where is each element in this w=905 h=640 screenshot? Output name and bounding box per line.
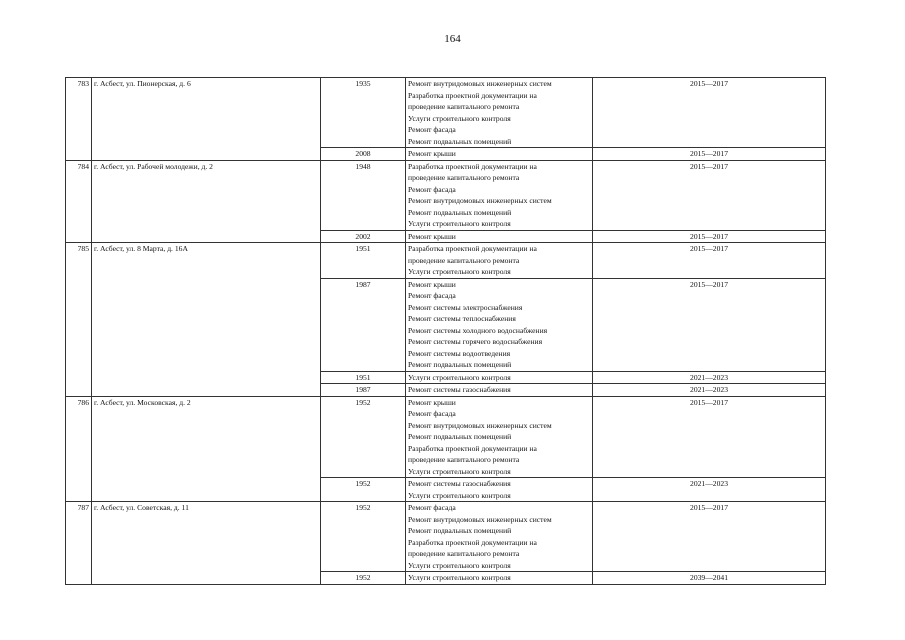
year-cell: 1987 bbox=[321, 384, 406, 397]
work-item: Разработка проектной документации на bbox=[408, 90, 537, 100]
address-cell: г. Асбест, ул. Пионерская, д. 6 bbox=[92, 78, 321, 161]
work-item: Ремонт подвальных помещений bbox=[408, 432, 512, 441]
period-cell: 2021—2023 bbox=[593, 371, 826, 384]
work-item: Ремонт системы теплоснабжения bbox=[408, 314, 516, 323]
house-number-cell: 786 bbox=[66, 396, 92, 502]
works-cell bbox=[406, 371, 593, 384]
works-cell bbox=[406, 160, 593, 230]
address-cell: г. Асбест, ул. Московская, д. 2 bbox=[92, 396, 321, 502]
house-number-cell: 785 bbox=[66, 243, 92, 397]
table-row bbox=[66, 243, 826, 279]
address-cell: г. Асбест, ул. Советская, д. 11 bbox=[92, 502, 321, 585]
work-item: Ремонт подвальных помещений bbox=[408, 526, 512, 535]
work-item: Ремонт фасада bbox=[408, 125, 456, 134]
work-item: Разработка проектной документации на bbox=[408, 161, 537, 171]
house-number-cell: 784 bbox=[66, 160, 92, 243]
work-item: Ремонт крыши bbox=[408, 397, 456, 407]
work-item: Разработка проектной документации на bbox=[408, 537, 537, 547]
works-cell bbox=[406, 148, 593, 161]
work-item: Ремонт подвальных помещений bbox=[408, 207, 512, 217]
work-item: Ремонт крыши bbox=[408, 279, 456, 289]
work-item: Услуги строительного контроля bbox=[408, 573, 511, 582]
work-item: Ремонт внутридомовых инженерных систем bbox=[408, 79, 552, 88]
period-cell: 2015—2017 bbox=[593, 243, 826, 279]
works-cell bbox=[406, 396, 593, 478]
work-item: Ремонт внутридомовых инженерных систем bbox=[408, 514, 552, 524]
year-cell: 1952 bbox=[321, 396, 406, 478]
work-item: Услуги строительного контроля bbox=[408, 466, 511, 476]
work-item: Ремонт подвальных помещений bbox=[408, 136, 512, 146]
year-cell: 1987 bbox=[321, 278, 406, 371]
table-row bbox=[66, 160, 826, 230]
work-item: Разработка проектной документации на bbox=[408, 443, 537, 453]
work-item: Разработка проектной документации на bbox=[408, 244, 537, 253]
table-body bbox=[66, 78, 826, 585]
work-item: Ремонт системы горячего водоснабжения bbox=[408, 337, 543, 346]
page-number: 164 bbox=[444, 33, 461, 45]
work-item: Ремонт крыши bbox=[408, 231, 456, 241]
works-cell bbox=[406, 384, 593, 397]
year-cell: 1952 bbox=[321, 478, 406, 502]
work-item: Ремонт внутридомовых инженерных систем bbox=[408, 196, 552, 205]
works-cell bbox=[406, 502, 593, 572]
period-cell: 2015—2017 bbox=[593, 230, 826, 243]
work-item: проведение капитального ремонта bbox=[408, 549, 520, 558]
work-item: Ремонт фасада bbox=[408, 409, 456, 418]
period-cell: 2015—2017 bbox=[593, 78, 826, 148]
period-cell: 2015—2017 bbox=[593, 278, 826, 371]
table-row bbox=[66, 396, 826, 478]
works-cell bbox=[406, 243, 593, 279]
work-item: Услуги строительного контроля bbox=[408, 219, 511, 228]
work-item: Ремонт подвальных помещений bbox=[408, 360, 512, 369]
work-item: Услуги строительного контроля bbox=[408, 113, 511, 123]
work-item: Ремонт системы электроснабжения bbox=[408, 302, 523, 312]
work-item: Услуги строительного контроля bbox=[408, 267, 511, 276]
work-item: Ремонт системы холодного водоснабжения bbox=[408, 325, 548, 335]
works-cell bbox=[406, 278, 593, 371]
year-cell: 2008 bbox=[321, 148, 406, 161]
period-cell: 2039—2041 bbox=[593, 572, 826, 585]
year-cell: 1952 bbox=[321, 502, 406, 572]
period-cell: 2021—2023 bbox=[593, 478, 826, 502]
period-cell: 2015—2017 bbox=[593, 502, 826, 572]
address-cell: г. Асбест, ул. 8 Марта, д. 16А bbox=[92, 243, 321, 397]
period-cell: 2015—2017 bbox=[593, 160, 826, 230]
period-cell: 2015—2017 bbox=[593, 148, 826, 161]
work-item: Ремонт фасада bbox=[408, 503, 456, 512]
table-row bbox=[66, 502, 826, 572]
house-number-cell: 787 bbox=[66, 502, 92, 585]
works-cell bbox=[406, 230, 593, 243]
table-row bbox=[66, 78, 826, 148]
year-cell: 1952 bbox=[321, 572, 406, 585]
work-item: Ремонт фасада bbox=[408, 184, 456, 194]
year-cell: 1935 bbox=[321, 78, 406, 148]
address-cell: г. Асбест, ул. Рабочей молодежи, д. 2 bbox=[92, 160, 321, 243]
work-item: проведение капитального ремонта bbox=[408, 455, 520, 464]
work-item: Ремонт системы газоснабжения bbox=[408, 479, 511, 488]
works-cell bbox=[406, 572, 593, 585]
works-cell bbox=[406, 478, 593, 502]
work-item: Ремонт системы водоотведения bbox=[408, 348, 511, 358]
period-cell: 2021—2023 bbox=[593, 384, 826, 397]
work-item: проведение капитального ремонта bbox=[408, 255, 520, 265]
works-cell bbox=[406, 78, 593, 148]
period-cell: 2015—2017 bbox=[593, 396, 826, 478]
work-item: Услуги строительного контроля bbox=[408, 490, 511, 500]
work-item: Ремонт фасада bbox=[408, 291, 456, 300]
work-item: Ремонт крыши bbox=[408, 149, 456, 158]
year-cell: 1951 bbox=[321, 371, 406, 384]
house-number-cell: 783 bbox=[66, 78, 92, 161]
year-cell: 1951 bbox=[321, 243, 406, 279]
work-item: проведение капитального ремонта bbox=[408, 102, 520, 111]
year-cell: 1948 bbox=[321, 160, 406, 230]
work-item: Ремонт системы газоснабжения bbox=[408, 385, 511, 394]
repair-schedule-table bbox=[65, 77, 826, 585]
work-item: Услуги строительного контроля bbox=[408, 372, 511, 382]
work-item: Ремонт внутридомовых инженерных систем bbox=[408, 420, 552, 430]
work-item: Услуги строительного контроля bbox=[408, 560, 511, 570]
year-cell: 2002 bbox=[321, 230, 406, 243]
work-item: проведение капитального ремонта bbox=[408, 173, 520, 182]
